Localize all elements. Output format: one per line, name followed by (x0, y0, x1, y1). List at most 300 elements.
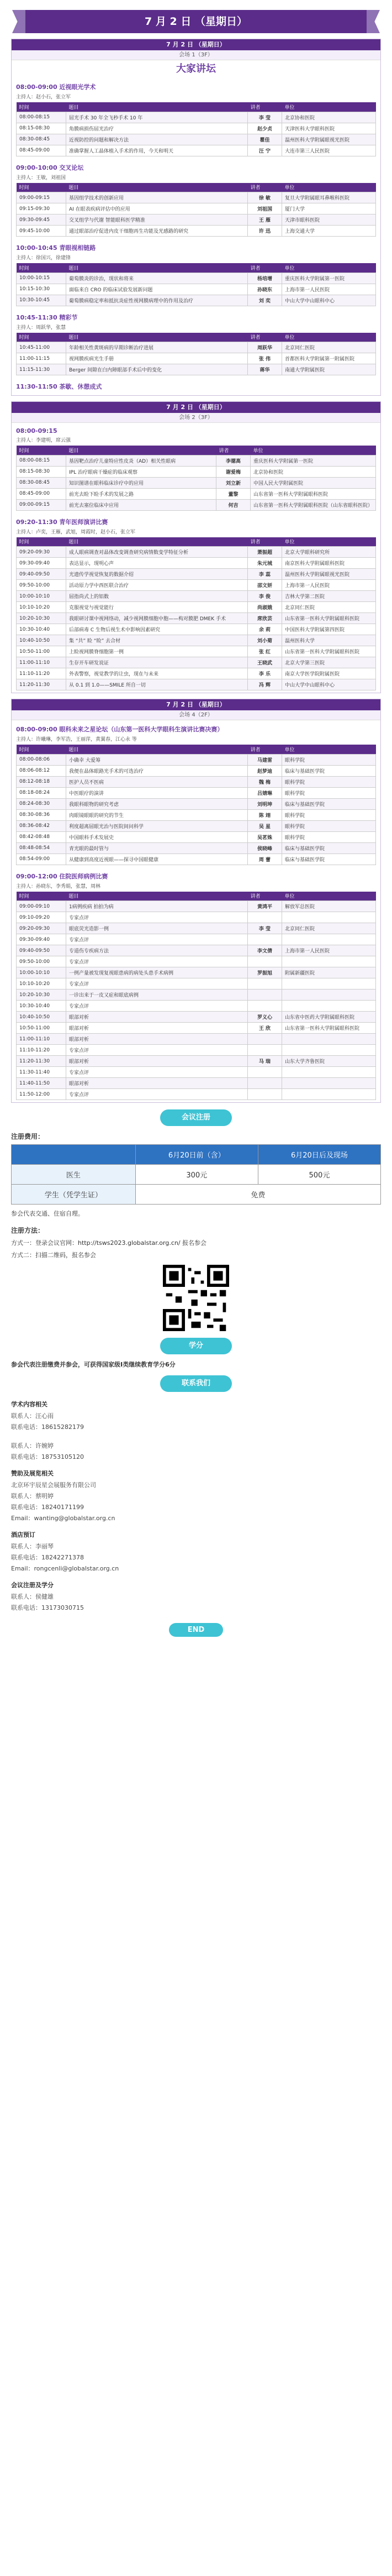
row-organization (282, 956, 376, 967)
fee-row-doctor-after: 500元 (258, 1165, 380, 1185)
row-speaker (248, 978, 282, 989)
column-header: 题目 (66, 537, 248, 547)
venue-label: 会场 4（2F） (12, 710, 380, 720)
row-time: 11:10-11:20 (17, 1045, 66, 1056)
table-row (17, 765, 376, 776)
row-time: 09:20-09:30 (17, 923, 66, 934)
schedule-table (16, 537, 376, 691)
credit-pill: 学分 (160, 1338, 232, 1354)
table-row (17, 1078, 376, 1089)
row-organization: 解放军总医院 (282, 901, 376, 912)
row-topic: 活动原力学中西医联合治疗 (66, 580, 248, 591)
row-topic: 视网膜疾病光生手册 (66, 353, 248, 364)
row-time: 10:30-10:40 (17, 1001, 66, 1012)
row-organization: 临床与基础医学院 (282, 765, 376, 776)
row-speaker: 杨培增 (248, 273, 282, 284)
row-topic: 葡萄膜病稳定率和抵抗炎症性视网膜病理中的作用及治疗 (66, 295, 248, 306)
row-time: 10:00-10:10 (17, 967, 66, 978)
row-topic: AI 在眼表疾病评估中的应用 (66, 203, 248, 214)
session (12, 720, 380, 867)
row-time: 09:10-09:20 (17, 912, 66, 923)
row-speaker (248, 956, 282, 967)
column-header: 时间 (17, 892, 66, 901)
session (12, 867, 380, 1103)
row-time: 10:40-10:50 (17, 635, 66, 646)
row-time: 10:00-10:15 (17, 273, 66, 284)
row-speaker (248, 912, 282, 923)
row-speaker: 刘立新 (216, 477, 250, 488)
schedule-table (16, 892, 376, 1101)
column-header: 单位 (282, 537, 376, 547)
row-organization: 中国人民大学附属医院 (250, 477, 375, 488)
row-speaker: 刘小菊 (248, 635, 282, 646)
row-topic: 屈指尚式上的铝数 (66, 591, 248, 602)
row-topic: 专家点评 (66, 934, 248, 945)
row-time: 08:24-08:30 (17, 798, 66, 809)
table-row (17, 203, 376, 214)
row-topic: 1病例疾病 拍拍为病 (66, 901, 248, 912)
table-row (17, 613, 376, 624)
row-speaker (248, 1001, 282, 1012)
table-row (17, 455, 376, 466)
row-time: 08:36-08:42 (17, 820, 66, 831)
row-organization: 上海市第一人民医院 (282, 580, 376, 591)
contact-group (11, 1580, 381, 1612)
method-two: 方式二：扫描二维码，报名参会 (11, 1252, 96, 1259)
row-speaker: 朱元城 (248, 558, 282, 569)
forum-title: 大家讲坛 (176, 63, 216, 75)
fee-row-student-label: 学生（凭学生证） (12, 1185, 136, 1205)
session-host: 主持人：卢奕，王雁，武旭，周霞时，赵小石，张立军 (16, 529, 136, 535)
row-topic: 从健康到高度近视眼——探寻中国眼健康 (66, 854, 248, 865)
table-row (17, 499, 376, 510)
row-topic: 眼部对析 (66, 1056, 248, 1067)
session-title: 09:00-12:00 住院医师病例比赛 (16, 872, 108, 880)
session-title: 10:45-11:30 精彩节 (16, 313, 78, 321)
row-time: 08:15-08:30 (17, 123, 66, 134)
schedule-table (16, 333, 376, 376)
row-topic: 屈光手术 30 年全飞秒手术 10 年 (66, 112, 248, 123)
row-speaker: 李 莹 (248, 923, 282, 934)
row-organization: 中山大学中山眼科中心 (282, 679, 376, 690)
row-organization: 吉林大学第二医院 (282, 591, 376, 602)
column-header: 时间 (17, 183, 66, 192)
table-row (17, 1034, 376, 1045)
table-row (17, 989, 376, 1001)
schedule-table (16, 446, 376, 511)
row-organization: 南京大学医学院附属医院 (282, 668, 376, 679)
column-header: 单位 (282, 102, 376, 112)
row-topic: 基因组学技术的创新应用 (66, 192, 248, 203)
column-header: 讲者 (248, 333, 282, 342)
row-time: 08:48-08:54 (17, 842, 66, 854)
column-header: 时间 (17, 263, 66, 273)
session-title: 08:00-09:00 眼科未来之星论坛（山东第一医科大学眼科生演讲比赛决赛） (16, 726, 224, 733)
table-row (17, 854, 376, 865)
row-time: 10:20-10:30 (17, 989, 66, 1001)
row-time: 10:50-11:00 (17, 1023, 66, 1034)
venue-label: 会场 1（3F） (12, 50, 380, 60)
row-organization: 上海交通大学 (282, 226, 376, 237)
row-topic: 前光去睑下睑手术的发展之路 (66, 488, 216, 499)
row-speaker: 刘 奕 (248, 295, 282, 306)
table-row (17, 798, 376, 809)
table-row (17, 809, 376, 820)
contact-line[interactable]: 联系电话：18615282179 (11, 1423, 84, 1431)
row-time: 08:18-08:24 (17, 787, 66, 798)
column-header: 讲者 (216, 446, 250, 455)
row-speaker: 尚淑娥 (248, 602, 282, 613)
row-speaker: 吴 星 (248, 820, 282, 831)
row-organization: 北京协和医院 (250, 466, 375, 477)
row-organization: 南通大学附属医院 (282, 364, 376, 375)
row-speaker: 李 蕊 (248, 569, 282, 580)
venue-label: 会场 2（3F） (12, 413, 380, 423)
row-topic: 专家点评 (66, 956, 248, 967)
contact-group-title: 学术内容相关 (11, 1401, 47, 1408)
row-speaker: 赵少贞 (248, 123, 282, 134)
session (12, 308, 380, 378)
contact-group-title: 会议注册及学分 (11, 1582, 54, 1589)
column-header: 单位 (282, 333, 376, 342)
row-organization (282, 934, 376, 945)
table-row (17, 284, 376, 295)
row-speaker: 李 莹 (248, 112, 282, 123)
row-speaker: 谢爱梅 (216, 466, 250, 477)
row-organization (282, 1067, 376, 1078)
row-time: 08:30-08:45 (17, 134, 66, 145)
row-time: 10:30-10:40 (17, 624, 66, 635)
row-organization: 北京大学第三医院 (282, 657, 376, 668)
session-host: 主持人：许曦琳，李军浩，王丽萍，黄翼春，江心永 等 (16, 737, 137, 742)
row-time: 08:45-09:00 (17, 488, 66, 499)
row-time: 11:50-12:00 (17, 1089, 66, 1100)
column-header: 讲者 (248, 537, 282, 547)
row-time: 08:15-08:30 (17, 466, 66, 477)
session-list (12, 720, 380, 1102)
fee-label: 注册费用： (11, 1133, 45, 1140)
row-topic: 准确掌握人工晶体植入手术的作用，今天和明天 (66, 145, 248, 156)
row-speaker: 汪 宁 (248, 145, 282, 156)
row-topic: 面临来自 CRO 的临床试验发展新问题 (66, 284, 248, 295)
row-topic: 我眼科眼物的研究考虑 (66, 798, 248, 809)
credit-text: 参会代表注册缴费并参会，可获得国家级I类继续教育学分6分 (11, 1361, 176, 1368)
row-time: 08:30-08:45 (17, 477, 66, 488)
column-header: 讲者 (248, 183, 282, 192)
self-pay-note: 参会代表交通、住宿自理。 (11, 1210, 84, 1217)
row-speaker: 邵文妍 (248, 580, 282, 591)
row-topic: 成人眼病调查对晶体改变调查研究病情数变学特征分析 (66, 547, 248, 558)
contact-line[interactable]: 联系电话：13173030715 (11, 1604, 84, 1611)
contact-line[interactable]: Email：wanting@globalstar.org.cn (11, 1515, 115, 1522)
table-row (17, 668, 376, 679)
row-topic: 生存开车研发说证 (66, 657, 248, 668)
row-topic: 专家点评 (66, 1045, 248, 1056)
row-time: 11:40-11:50 (17, 1078, 66, 1089)
schedule-table (16, 183, 376, 237)
session-host: 主持人：周跃华，张慧 (16, 324, 66, 331)
row-time: 09:40-09:50 (17, 945, 66, 956)
row-topic: 专家点评 (66, 1067, 248, 1078)
row-time: 08:06-08:12 (17, 765, 66, 776)
qr-code-icon[interactable] (163, 1265, 229, 1331)
row-speaker: 萧振超 (248, 547, 282, 558)
column-header: 时间 (17, 102, 66, 112)
row-speaker: 陈 翊 (248, 809, 282, 820)
row-organization: 北京同仁医院 (282, 923, 376, 934)
row-topic: 知识图谱在眼科临床诊疗中的应用 (66, 477, 216, 488)
column-header: 题目 (66, 183, 248, 192)
method-one[interactable]: 方式一：登录会议官网：http://tsws2023.globalstar.org.cn/ 报名参会 (11, 1239, 207, 1247)
row-topic: 克服视觉与视觉能行 (66, 602, 248, 613)
table-row (17, 934, 376, 945)
contact-pill: 联系我们 (160, 1375, 232, 1392)
fee-row-student-value: 免费 (135, 1185, 380, 1205)
contact-group-title: 酒店预订 (11, 1531, 35, 1538)
session-host: 主持人：李建明，席云强 (16, 438, 71, 443)
column-header: 时间 (17, 745, 66, 754)
row-speaker (248, 1045, 282, 1056)
row-organization (282, 1045, 376, 1056)
table-row (17, 112, 376, 123)
table-row (17, 488, 376, 499)
contact-line[interactable]: 联系电话：18753105120 (11, 1453, 84, 1460)
contact-line: 联系人：李丽琴 (11, 1543, 54, 1550)
row-speaker: 吴茗姝 (248, 831, 282, 842)
contact-line[interactable]: Email：rongcenli@globalstar.org.cn (11, 1565, 119, 1572)
session-title: 08:00-09:15 (16, 427, 57, 434)
row-speaker: 王晓武 (248, 657, 282, 668)
row-organization: 中山大学中山眼科中心 (282, 295, 376, 306)
row-organization: 温州医科大学附属眼视光医院 (282, 569, 376, 580)
schedule-table (16, 263, 376, 306)
row-time: 08:12-08:18 (17, 776, 66, 787)
row-topic: 我便在晶体眼路光手术的可选治疗 (66, 765, 248, 776)
row-speaker: 罗义心 (248, 1012, 282, 1023)
table-row (17, 547, 376, 558)
session-host: 主持人：赵小石，张立军 (16, 95, 71, 100)
row-time: 10:40-10:50 (17, 1012, 66, 1023)
row-topic: 通过眼部治疗促进内皮干细胞再生功能及光感路的研究 (66, 226, 248, 237)
table-row (17, 1067, 376, 1078)
row-organization: 山东省中医药大学附属眼科医院 (282, 1012, 376, 1023)
row-speaker: 马 瑞 (248, 1056, 282, 1067)
table-row (17, 602, 376, 613)
column-header: 讲者 (248, 102, 282, 112)
row-time: 09:00-09:15 (17, 499, 66, 510)
table-row (17, 364, 376, 375)
block-header: 7 月 2 日 （星期日） (12, 699, 380, 710)
column-header: 题目 (66, 446, 216, 455)
table-row (17, 1023, 376, 1034)
row-organization: 眼科学院 (282, 776, 376, 787)
column-header: 讲者 (248, 745, 282, 754)
row-topic: 一例产量被发现复视眼患病的病处头患手术病例 (66, 967, 248, 978)
row-speaker: 赵梦迪 (248, 765, 282, 776)
row-time: 09:30-09:45 (17, 214, 66, 226)
column-header: 单位 (282, 745, 376, 754)
row-topic: 医护人员不医病 (66, 776, 248, 787)
column-header: 题目 (66, 263, 248, 273)
table-row (17, 134, 376, 145)
row-topic: 专道伤专疾病方法 (66, 945, 248, 956)
fee-row-doctor-label: 医生 (12, 1165, 136, 1185)
row-topic: 专家点评 (66, 1001, 248, 1012)
table-row (17, 192, 376, 203)
column-header: 时间 (17, 537, 66, 547)
row-time: 09:00-09:10 (17, 901, 66, 912)
break-notice: 11:30-11:50 茶歇、休憩成式 (16, 383, 102, 390)
row-organization: 中国医科大学附属第四医院 (282, 624, 376, 635)
column-header: 时间 (17, 333, 66, 342)
row-speaker: 冯 辉 (248, 679, 282, 690)
table-row (17, 679, 376, 690)
session-host: 主持人：徐国兴，徐建锋 (16, 255, 71, 261)
row-organization: 山东大学齐鲁医院 (282, 1056, 376, 1067)
fee-header-after: 6月20日后及现场 (258, 1145, 380, 1165)
row-organization: 厦门大学 (282, 203, 376, 214)
session-title: 09:00-10:00 交叉论坛 (16, 164, 84, 171)
column-header: 题目 (66, 892, 248, 901)
table-row (17, 569, 376, 580)
row-organization: 临床与基础医学院 (282, 842, 376, 854)
row-organization: 眼科学院 (282, 809, 376, 820)
row-speaker: 王 雁 (248, 214, 282, 226)
row-time: 09:40-09:50 (17, 569, 66, 580)
table-row (17, 842, 376, 854)
row-organization (282, 1001, 376, 1012)
row-organization: 北京同仁医院 (282, 342, 376, 353)
table-row (17, 956, 376, 967)
row-organization (282, 1078, 376, 1089)
row-time: 11:20-11:30 (17, 679, 66, 690)
row-topic: 中国眼科手术发展史 (66, 831, 248, 842)
row-topic: 眼底荧光造影一例 (66, 923, 248, 934)
table-row (17, 978, 376, 989)
table-row (17, 145, 376, 156)
row-time: 10:00-10:10 (17, 591, 66, 602)
column-header: 单位 (282, 183, 376, 192)
contact-group (11, 1400, 381, 1461)
row-time: 11:20-11:30 (17, 1056, 66, 1067)
row-topic: 小确幸 大爱筹 (66, 754, 248, 765)
venue-block-1 (11, 39, 381, 396)
table-row (17, 123, 376, 134)
block-header: 7 月 2 日 （星期日） (12, 39, 380, 50)
row-organization: 上海市第一人民医院 (282, 284, 376, 295)
row-time: 08:45-09:00 (17, 145, 66, 156)
registration-pill: 会议注册 (160, 1109, 232, 1126)
row-organization: 眼科学院 (282, 831, 376, 842)
row-speaker: 李德高 (216, 455, 250, 466)
row-time: 10:45-11:00 (17, 342, 66, 353)
contact-line[interactable]: 联系电话：18242271378 (11, 1554, 84, 1561)
row-organization: 大连市第三人民医院 (282, 145, 376, 156)
row-topic: 年龄相关性黄斑病的早期诊断治疗进展 (66, 342, 248, 353)
schedule-table (16, 102, 376, 156)
row-organization: 复旦大学附属眼耳鼻喉科医院 (282, 192, 376, 203)
row-speaker: 周跃华 (248, 342, 282, 353)
table-row (17, 754, 376, 765)
row-time: 11:10-11:20 (17, 668, 66, 679)
session-host: 主持人：孙晓东，李秀娟，张慧，周林 (16, 883, 101, 889)
row-time: 09:15-09:30 (17, 203, 66, 214)
row-topic: 一诊出来于一皮又症和眼底病例 (66, 989, 248, 1001)
row-topic: 利度超离屈眼光治与医院间问科学 (66, 820, 248, 831)
schedule-table (16, 745, 376, 865)
row-time: 08:42-08:48 (17, 831, 66, 842)
row-topic: 我眼研讨课中视网络动，减少视网膜细胞中胞——构对膜肥 DMEK 手术 (66, 613, 248, 624)
row-time: 08:54-09:00 (17, 854, 66, 865)
row-organization: 山东省第一医科大学附属眼科医院 (282, 613, 376, 624)
table-row (17, 214, 376, 226)
table-row (17, 477, 376, 488)
column-header: 单位 (282, 263, 376, 273)
row-speaker (248, 989, 282, 1001)
table-row (17, 635, 376, 646)
session-title: 08:00-09:00 近视眼光学术 (16, 83, 96, 91)
row-topic: 肉眼镜眼眼的研究的节生 (66, 809, 248, 820)
session (12, 159, 380, 239)
row-topic: 眼部对析 (66, 1078, 248, 1089)
row-speaker: 李文倩 (248, 945, 282, 956)
column-header: 时间 (17, 446, 66, 455)
row-time: 10:30-10:45 (17, 295, 66, 306)
table-row (17, 820, 376, 831)
row-time: 09:45-10:00 (17, 226, 66, 237)
row-organization: 山东省第一医科大学附属眼科医院 (250, 488, 375, 499)
row-organization: 温州医科大学附属眼视光医院 (282, 134, 376, 145)
row-topic: 从 0.1 到 1.0——SMILE 所自一切 (66, 679, 248, 690)
row-organization: 山东省第一医科大学附属眼科医院（山东省眼科医院） (250, 499, 375, 510)
row-topic: 表达显示，现明心声 (66, 558, 248, 569)
row-time: 08:00-08:06 (17, 754, 66, 765)
table-row (17, 1001, 376, 1012)
contact-line: 北京环宇辰星会展服务有限公司 (11, 1481, 96, 1489)
contact-list (11, 1400, 381, 1612)
row-time: 10:10-10:20 (17, 602, 66, 613)
row-speaker: 张 红 (248, 646, 282, 657)
row-topic: 青光眼的最时管与 (66, 842, 248, 854)
row-topic: IPL 治疗眼病干燥症的临床观察 (66, 466, 216, 477)
column-header: 题目 (66, 745, 248, 754)
row-topic: 专家点评 (66, 1089, 248, 1100)
row-organization: 重庆医科大学附属第一医院 (282, 273, 376, 284)
column-header: 讲者 (248, 892, 282, 901)
row-time: 09:30-09:40 (17, 558, 66, 569)
row-organization: 北京大学眼科研究所 (282, 547, 376, 558)
table-row (17, 295, 376, 306)
row-topic: 基因靶点治疗儿童特应性皮炎（AD）相关性眼病 (66, 455, 216, 466)
contact-line[interactable]: 联系电话：18240171199 (11, 1504, 84, 1511)
row-speaker: 徐 敏 (248, 192, 282, 203)
row-time: 08:30-08:36 (17, 809, 66, 820)
row-time: 10:15-10:30 (17, 284, 66, 295)
row-topic: 后部病毒 C 生物后视生术中影响因素研究 (66, 624, 248, 635)
table-row (17, 273, 376, 284)
contact-line: 联系人：许婉婷 (11, 1442, 54, 1449)
row-organization (282, 1089, 376, 1100)
table-row (17, 831, 376, 842)
table-row (17, 657, 376, 668)
fee-header-before: 6月20日前（含） (135, 1145, 258, 1165)
row-speaker: 席欣芸 (248, 613, 282, 624)
row-speaker: 张 伟 (248, 353, 282, 364)
column-header: 题目 (66, 102, 248, 112)
row-organization: 上海市第一人民医院 (282, 945, 376, 956)
row-topic: 专家点评 (66, 978, 248, 989)
end-label: END (169, 1623, 224, 1637)
